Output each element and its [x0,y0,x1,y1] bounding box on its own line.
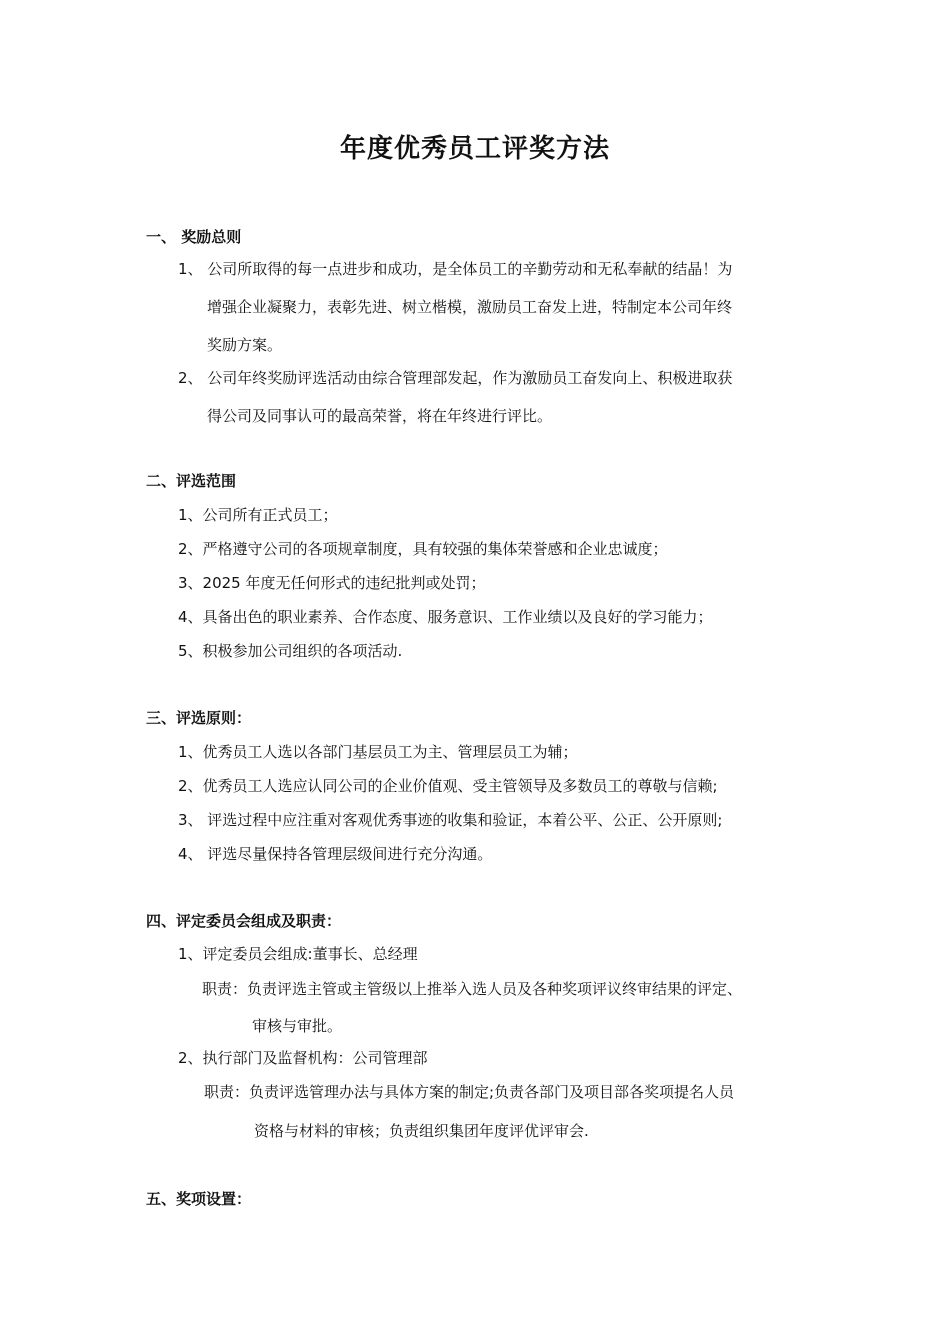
section-3-line-2: 2、优秀员工人选应认同公司的企业价值观、受主管领导及多数员工的尊敬与信赖; [178,777,718,795]
section-1-line-3: 奖励方案。 [207,336,283,354]
section-heading-2: 二、评选范围 [146,472,237,490]
section-heading-5: 五、奖项设置： [146,1190,252,1208]
section-4-line-5: 职责：负责评选管理办法与具体方案的制定;负责各部门及项目部各奖项提名人员 [204,1083,735,1101]
section-4-line-1: 1、评定委员会组成:董事长、总经理 [178,945,418,963]
section-1-line-1: 1、 公司所取得的每一点进步和成功，是全体员工的辛勤劳动和无私奉献的结晶！为 [178,260,733,278]
section-1-line-2: 增强企业凝聚力，表彰先进、树立楷模，激励员工奋发上进，特制定本公司年终 [207,298,733,316]
section-3-line-1: 1、优秀员工人选以各部门基层员工为主、管理层员工为辅； [178,743,578,761]
section-4-line-4: 2、执行部门及监督机构：公司管理部 [178,1049,428,1067]
section-heading-1: 一、 奖励总则 [146,228,242,246]
document-title: 年度优秀员工评奖方法 [339,134,610,164]
section-4-line-3: 审核与审批。 [252,1017,343,1035]
section-2-line-1: 1、公司所有正式员工； [178,506,338,524]
section-heading-3: 三、评选原则： [146,709,252,727]
section-4-line-6: 资格与材料的审核；负责组织集团年度评优评审会. [254,1122,589,1140]
section-3-line-3: 3、 评选过程中应注重对客观优秀事迹的收集和验证，本着公平、公正、公开原则; [178,811,723,829]
section-4-line-2: 职责：负责评选主管或主管级以上推举入选人员及各种奖项评议终审结果的评定、 [202,980,743,998]
section-3-line-4: 4、 评选尽量保持各管理层级间进行充分沟通。 [178,845,493,863]
section-2-line-4: 4、具备出色的职业素养、合作态度、服务意识、工作业绩以及良好的学习能力； [178,608,713,626]
section-2-line-3: 3、2025 年度无任何形式的违纪批判或处罚； [178,574,486,592]
section-1-line-4: 2、 公司年终奖励评选活动由综合管理部发起，作为激励员工奋发向上、积极进取获 [178,369,733,387]
section-2-line-5: 5、积极参加公司组织的各项活动. [178,642,403,660]
section-heading-4: 四、评定委员会组成及职责： [146,912,342,930]
section-2-line-2: 2、严格遵守公司的各项规章制度，具有较强的集体荣誉感和企业忠诚度； [178,540,668,558]
section-1-line-5: 得公司及同事认可的最高荣誉，将在年终进行评比。 [207,407,553,425]
